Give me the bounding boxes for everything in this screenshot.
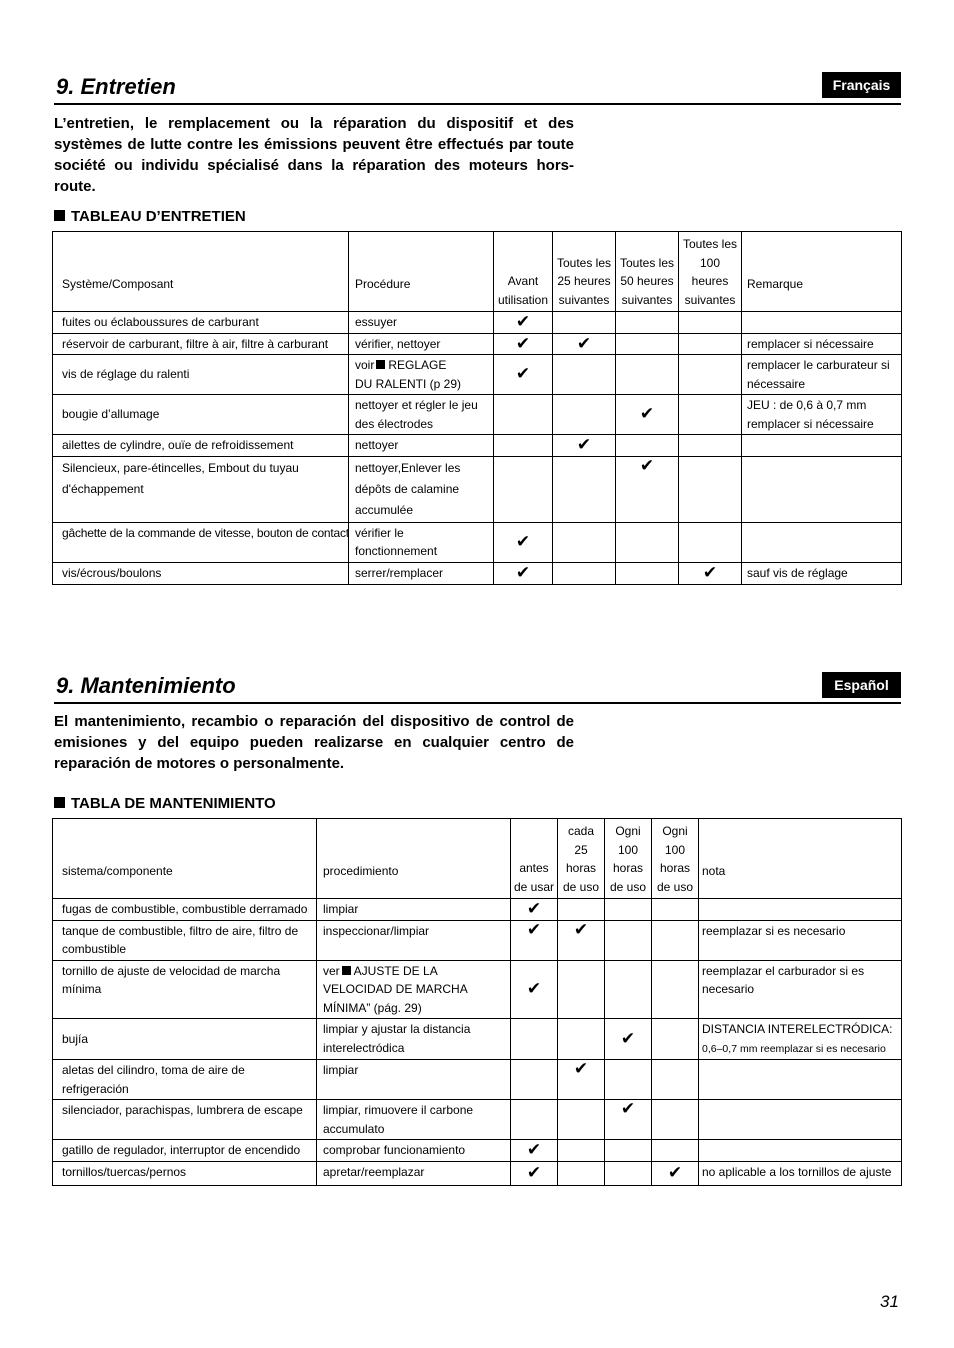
table-row bbox=[53, 1060, 902, 1100]
check-icon bbox=[652, 1060, 699, 1100]
cell: remplacer si nécessaire bbox=[742, 333, 902, 355]
page-number: 31 bbox=[880, 1292, 899, 1311]
language-badge-francais: Français bbox=[822, 72, 901, 98]
check-icon: ✔ bbox=[616, 456, 679, 522]
cell: vérifier le fonctionnement bbox=[349, 522, 494, 562]
language-badge-espanol: Español bbox=[822, 672, 901, 698]
intro-paragraph-fr: L’entretien, le remplacement ou la réparation du dispositif et des systèmes de lutte contre les émissions peuvent être effectués par toute société ou individu spécialisé dans la réparation des moteurs hors-route. bbox=[54, 115, 574, 195]
cell: inspeccionar/limpiar bbox=[317, 920, 511, 960]
check-icon bbox=[679, 522, 742, 562]
check-icon bbox=[652, 920, 699, 960]
col-header bbox=[558, 819, 605, 899]
title-mantenimiento: 9. Mantenimiento bbox=[56, 673, 236, 698]
check-icon bbox=[558, 1140, 605, 1162]
check-icon bbox=[553, 312, 616, 334]
cell: sauf vis de réglage bbox=[742, 562, 902, 584]
table-row bbox=[53, 522, 902, 562]
check-icon: ✔ bbox=[605, 1100, 652, 1140]
check-icon bbox=[679, 456, 742, 522]
table-row bbox=[53, 435, 902, 457]
check-icon bbox=[553, 522, 616, 562]
col-header: nota bbox=[699, 819, 902, 899]
col-header: Avant utilisation bbox=[494, 232, 553, 312]
check-icon: ✔ bbox=[553, 435, 616, 457]
cell bbox=[699, 1060, 902, 1100]
check-icon bbox=[652, 899, 699, 921]
check-icon bbox=[679, 395, 742, 435]
check-icon bbox=[616, 562, 679, 584]
cell: silenciador, parachispas, lumbrera de escape bbox=[53, 1100, 317, 1140]
check-icon bbox=[494, 435, 553, 457]
check-icon bbox=[605, 1140, 652, 1162]
cell bbox=[699, 899, 902, 921]
col-header bbox=[652, 819, 699, 899]
title-entretien: 9. Entretien bbox=[56, 74, 176, 99]
cell: nettoyer et régler le jeu des électrodes bbox=[349, 395, 494, 435]
check-icon bbox=[511, 1100, 558, 1140]
maintenance-table-es bbox=[52, 818, 902, 1186]
table-row bbox=[53, 1161, 902, 1185]
intro-paragraph-es: El mantenimiento, recambio o reparación del dispositivo de control de emisiones y del equipo pueden realizarse en cualquier centro de reparación de motores o personalmente. bbox=[54, 713, 574, 772]
check-icon bbox=[679, 333, 742, 355]
cell: vis/écrous/boulons bbox=[53, 562, 349, 584]
col-header-text: Ogni 100 horas de uso bbox=[609, 824, 647, 894]
cell: reemplazar si es necesario bbox=[699, 920, 902, 960]
maintenance-table-fr bbox=[52, 231, 902, 585]
col-header: sistema/componente bbox=[53, 819, 317, 899]
cell bbox=[699, 1100, 902, 1140]
check-icon: ✔ bbox=[558, 920, 605, 960]
table-row bbox=[53, 920, 902, 960]
cell: JEU : de 0,6 à 0,7 mm remplacer si nécessaire bbox=[742, 395, 902, 435]
square-bullet-icon bbox=[342, 966, 351, 975]
check-icon bbox=[558, 1100, 605, 1140]
cell: gatillo de regulador, interruptor de encendido bbox=[53, 1140, 317, 1162]
cell: réservoir de carburant, filtre à air, filtre à carburant bbox=[53, 333, 349, 355]
check-icon: ✔ bbox=[511, 1161, 558, 1185]
title-rule bbox=[54, 103, 901, 105]
check-icon bbox=[511, 1019, 558, 1060]
cell: Silencieux, pare-étincelles, Embout du tuyau d'échappement bbox=[53, 456, 349, 522]
cell: vis de réglage du ralenti bbox=[53, 355, 349, 395]
check-icon bbox=[558, 899, 605, 921]
table-row bbox=[53, 899, 902, 921]
check-icon bbox=[616, 522, 679, 562]
cell: vérifier, nettoyer bbox=[349, 333, 494, 355]
table-row bbox=[53, 312, 902, 334]
cell bbox=[742, 312, 902, 334]
cell bbox=[742, 522, 902, 562]
check-icon bbox=[652, 960, 699, 1019]
cell: nettoyer bbox=[349, 435, 494, 457]
check-icon bbox=[511, 1060, 558, 1100]
title-rule bbox=[54, 702, 901, 704]
table-row bbox=[53, 1140, 902, 1162]
table-title-fr bbox=[54, 208, 246, 225]
cell: nettoyer,Enlever les dépôts de calamine accumulée bbox=[349, 456, 494, 522]
check-icon bbox=[558, 1161, 605, 1185]
table-header-row bbox=[53, 232, 902, 312]
check-icon: ✔ bbox=[616, 395, 679, 435]
cell: ailettes de cylindre, ouïe de refroidissement bbox=[53, 435, 349, 457]
check-icon bbox=[558, 960, 605, 1019]
cell: gâchette de la commande de vitesse, bouton de contact bbox=[53, 522, 349, 562]
col-header-text: antes de usar bbox=[513, 861, 555, 894]
check-icon bbox=[605, 960, 652, 1019]
check-icon bbox=[553, 562, 616, 584]
cell bbox=[349, 355, 494, 395]
cell: fuites ou éclaboussures de carburant bbox=[53, 312, 349, 334]
check-icon: ✔ bbox=[511, 920, 558, 960]
col-header-text: cada 25 horas de uso bbox=[562, 824, 600, 894]
check-icon bbox=[494, 456, 553, 522]
check-icon bbox=[605, 899, 652, 921]
col-header: Procédure bbox=[349, 232, 494, 312]
cell: bougie d’allumage bbox=[53, 395, 349, 435]
cell: tornillo de ajuste de velocidad de marcha mínima bbox=[53, 960, 317, 1019]
check-icon: ✔ bbox=[494, 522, 553, 562]
cell: limpiar bbox=[317, 899, 511, 921]
check-icon bbox=[679, 312, 742, 334]
check-icon: ✔ bbox=[494, 312, 553, 334]
check-icon bbox=[616, 435, 679, 457]
col-header: Remarque bbox=[742, 232, 902, 312]
check-icon: ✔ bbox=[605, 1019, 652, 1060]
table-row bbox=[53, 960, 902, 1019]
col-header: Toutes les 50 heures suivantes bbox=[616, 232, 679, 312]
check-icon: ✔ bbox=[553, 333, 616, 355]
cell: apretar/reemplazar bbox=[317, 1161, 511, 1185]
check-icon bbox=[652, 1100, 699, 1140]
cell bbox=[317, 960, 511, 1019]
square-bullet-icon bbox=[376, 360, 385, 369]
cell bbox=[742, 435, 902, 457]
check-icon: ✔ bbox=[494, 562, 553, 584]
cell bbox=[699, 1019, 902, 1060]
cell: limpiar bbox=[317, 1060, 511, 1100]
check-icon bbox=[679, 435, 742, 457]
check-icon bbox=[605, 1161, 652, 1185]
check-icon: ✔ bbox=[652, 1161, 699, 1185]
cell: tanque de combustible, filtro de aire, filtro de combustible bbox=[53, 920, 317, 960]
table-title-text: TABLEAU D’ENTRETIEN bbox=[71, 208, 246, 225]
check-icon: ✔ bbox=[494, 355, 553, 395]
cell: no aplicable a los tornillos de ajuste bbox=[699, 1161, 902, 1185]
cell: fugas de combustible, combustible derramado bbox=[53, 899, 317, 921]
cell: limpiar, rimuovere il carbone accumulato bbox=[317, 1100, 511, 1140]
check-icon bbox=[679, 355, 742, 395]
table-row bbox=[53, 1019, 902, 1060]
cell: remplacer le carburateur si nécessaire bbox=[742, 355, 902, 395]
cell: essuyer bbox=[349, 312, 494, 334]
col-header: procedimiento bbox=[317, 819, 511, 899]
check-icon bbox=[553, 395, 616, 435]
col-header: Système/Composant bbox=[53, 232, 349, 312]
check-icon bbox=[553, 355, 616, 395]
cell: comprobar funcionamiento bbox=[317, 1140, 511, 1162]
cell-text: voir REGLAGE DU RALENTI (p 29) bbox=[355, 358, 462, 391]
table-row bbox=[53, 562, 902, 584]
table-row bbox=[53, 355, 902, 395]
check-icon bbox=[652, 1140, 699, 1162]
check-icon bbox=[616, 333, 679, 355]
check-icon bbox=[652, 1019, 699, 1060]
square-bullet-icon bbox=[54, 210, 65, 221]
table-title-text: TABLA DE MANTENIMIENTO bbox=[71, 795, 276, 812]
check-icon: ✔ bbox=[494, 333, 553, 355]
cell: limpiar y ajustar la distancia interelectródica bbox=[317, 1019, 511, 1060]
check-icon: ✔ bbox=[558, 1060, 605, 1100]
cell: aletas del cilindro, toma de aire de refrigeración bbox=[53, 1060, 317, 1100]
col-header: Toutes les 25 heures suivantes bbox=[553, 232, 616, 312]
col-header bbox=[605, 819, 652, 899]
check-icon bbox=[616, 355, 679, 395]
check-icon: ✔ bbox=[511, 960, 558, 1019]
cell-text: ver AJUSTE DE LA VELOCIDAD DE MARCHA MÍNIMA” (pág. 29) bbox=[323, 963, 468, 1015]
table-title-es bbox=[54, 795, 276, 812]
check-icon: ✔ bbox=[511, 1140, 558, 1162]
check-icon bbox=[553, 456, 616, 522]
table-row bbox=[53, 395, 902, 435]
cell: tornillos/tuercas/pernos bbox=[53, 1161, 317, 1185]
cell bbox=[742, 456, 902, 522]
col-header bbox=[511, 819, 558, 899]
check-icon: ✔ bbox=[511, 899, 558, 921]
check-icon bbox=[616, 312, 679, 334]
table-row bbox=[53, 333, 902, 355]
table-header-row bbox=[53, 819, 902, 899]
cell: bujía bbox=[53, 1019, 317, 1060]
check-icon bbox=[605, 1060, 652, 1100]
col-header-text: Ogni 100 horas de uso bbox=[656, 824, 694, 894]
check-icon bbox=[558, 1019, 605, 1060]
cell-text: DISTANCIA INTERELECTRÓDICA: 0,6–0,7 mm reemplazar si es necesario bbox=[702, 1022, 893, 1055]
check-icon bbox=[494, 395, 553, 435]
check-icon bbox=[605, 920, 652, 960]
table-row bbox=[53, 1100, 902, 1140]
table-row bbox=[53, 456, 902, 522]
col-header: Toutes les 100 heures suivantes bbox=[679, 232, 742, 312]
cell: reemplazar el carburador si es necesario bbox=[699, 960, 902, 1019]
cell: serrer/remplacer bbox=[349, 562, 494, 584]
check-icon: ✔ bbox=[679, 562, 742, 584]
cell bbox=[699, 1140, 902, 1162]
square-bullet-icon bbox=[54, 797, 65, 808]
